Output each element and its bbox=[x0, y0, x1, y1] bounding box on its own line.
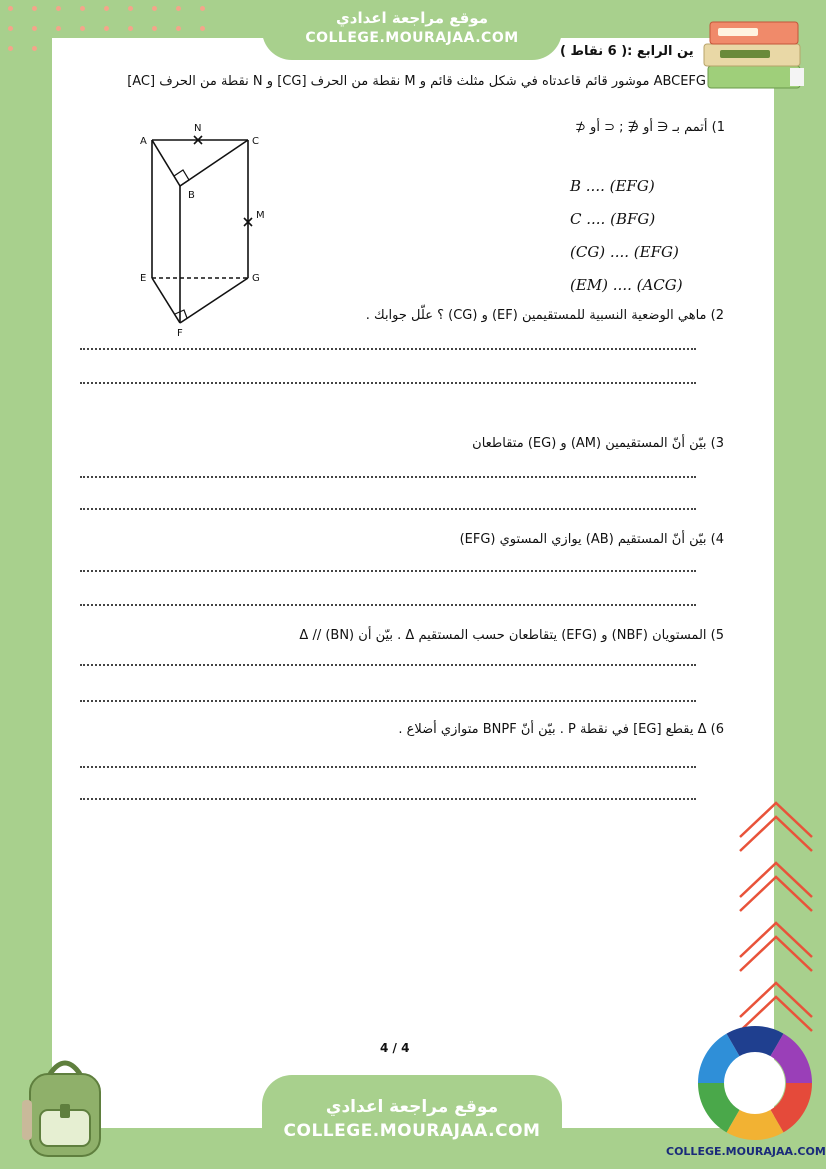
books-icon bbox=[700, 10, 810, 96]
prism-figure bbox=[130, 118, 280, 343]
exercise-intro: ABCEFG موشور قائم قاعدتاه في شكل مثلث قائم و M نقطة من الحرف [CG] و N نقطة من الحرف [AC] bbox=[127, 74, 706, 89]
answer-line[interactable] bbox=[80, 798, 696, 800]
question-2: 2) ماهي الوضعية النسبية للمستقيمين (EF) و (CG) ؟ علّل جوابك . bbox=[365, 308, 724, 323]
figure-label-b: B bbox=[188, 190, 195, 201]
answer-line[interactable] bbox=[80, 700, 696, 702]
q1-item-1: B .... (EFG) bbox=[570, 177, 655, 195]
footer-site-name: موقع مراجعة اعدادي bbox=[325, 1097, 499, 1117]
footer-site-url[interactable]: COLLEGE.MOURAJAA.COM bbox=[283, 1121, 541, 1141]
question-1: 1) أتمم بـ ∈ أو ∉ ; ⊂ أو ⊄ bbox=[575, 120, 725, 135]
chevron-up-icon bbox=[734, 793, 818, 1033]
answer-line[interactable] bbox=[80, 604, 696, 606]
header-site-url[interactable]: COLLEGE.MOURAJAA.COM bbox=[305, 30, 519, 46]
question-6: 6) Δ يقطع [EG] في نقطة P . بيّن أنّ BNPF متوازي أضلاع . bbox=[398, 722, 724, 737]
backpack-icon bbox=[16, 1050, 112, 1160]
question-3: 3) بيّن أنّ المستقيمين (AM) و (EG) متقاطعان bbox=[472, 436, 724, 451]
footer-badge-url[interactable]: COLLEGE.MOURAJAA.COM bbox=[666, 1145, 826, 1158]
figure-label-a: A bbox=[140, 136, 147, 147]
q1-item-3: (CG) .... (EFG) bbox=[570, 243, 679, 261]
subjects-ring-icon bbox=[694, 1022, 816, 1144]
question-5: 5) المستويان (NBF) و (EFG) يتقاطعان حسب المستقيم Δ . بيّن أن Δ // (BN) bbox=[299, 628, 724, 643]
answer-line[interactable] bbox=[80, 508, 696, 510]
figure-label-c: C bbox=[252, 136, 259, 147]
header-site-name: موقع مراجعة اعدادي bbox=[336, 9, 488, 27]
q1-item-4: (EM) .... (ACG) bbox=[570, 276, 683, 294]
header-banner bbox=[262, 0, 562, 60]
answer-line[interactable] bbox=[80, 382, 696, 384]
exercise-title: ين الرابع :( 6 نقاط ) bbox=[560, 44, 694, 59]
figure-label-m: M bbox=[256, 210, 265, 221]
figure-label-f: F bbox=[177, 328, 183, 339]
q1-item-2: C .... (BFG) bbox=[570, 210, 656, 228]
answer-line[interactable] bbox=[80, 766, 696, 768]
figure-label-n: N bbox=[194, 123, 202, 134]
question-4: 4) بيّن أنّ المستقيم (AB) يوازي المستوي (EFG) bbox=[459, 532, 724, 547]
answer-line[interactable] bbox=[80, 570, 696, 572]
answer-line[interactable] bbox=[80, 348, 696, 350]
figure-label-g: G bbox=[252, 273, 260, 284]
footer-banner bbox=[262, 1075, 562, 1169]
answer-line[interactable] bbox=[80, 476, 696, 478]
answer-line[interactable] bbox=[80, 664, 696, 666]
figure-label-e: E bbox=[140, 273, 147, 284]
page-number: 4 / 4 bbox=[380, 1041, 410, 1055]
